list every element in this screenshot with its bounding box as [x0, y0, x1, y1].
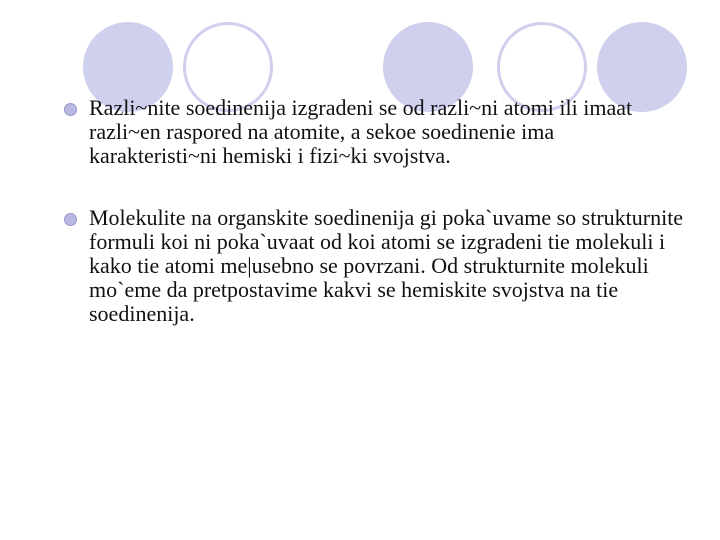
bullet-text: Razli~nite soedinenija izgradeni se od razli~ni atomi ili imaat razli~en raspored na atomite, a sekoe soedinenie ima karakteristi~ni hemiski i fizi~ki svojstva.: [89, 95, 633, 168]
bullet-item: [64, 206, 684, 326]
bullet-text: Molekulite na organskite soedinenija gi poka`uvame so strukturnite formuli koi ni poka`uvaat od koi atomi se izgradeni tie molekuli i kako tie atomi me|usebno se povrzani. Od strukturnite molekuli mo`eme da pretpostavime kakvi se hemiskite svojstva na tie soedinenija.: [89, 205, 684, 326]
bullet-dot-icon: [64, 103, 77, 116]
bullet-list: [64, 96, 684, 326]
bullet-dot-icon: [64, 213, 77, 226]
bullet-item: [64, 96, 684, 168]
